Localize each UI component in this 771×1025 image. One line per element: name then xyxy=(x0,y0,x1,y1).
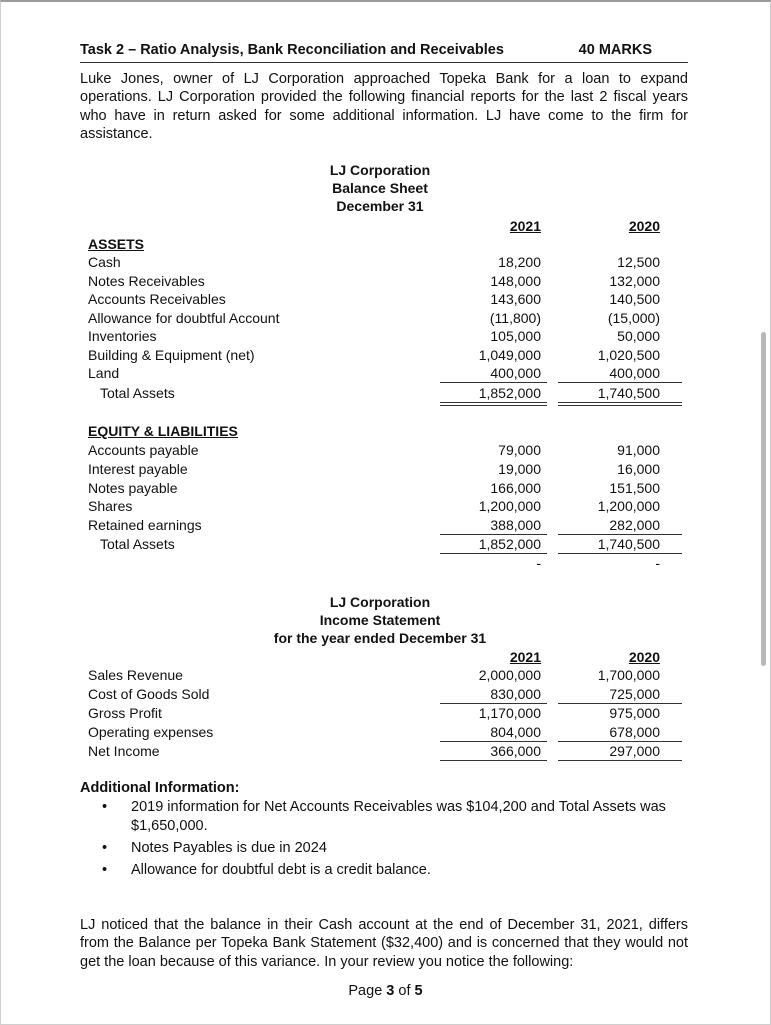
page-mid: of xyxy=(394,983,415,999)
is-2020: 725,000 xyxy=(609,686,660,702)
asset-label: Accounts Receivables xyxy=(88,291,226,307)
bs-company: LJ Corporation xyxy=(329,162,431,178)
equity-2021: 19,000 xyxy=(498,461,541,477)
is-2021: 804,000 xyxy=(490,724,541,740)
check-2020: - xyxy=(655,555,660,571)
asset-2020: 400,000 xyxy=(609,365,660,381)
asset-label: Notes Receivables xyxy=(88,272,205,289)
task-title: Task 2 – Ratio Analysis, Bank Reconciliation and Receivables xyxy=(80,42,504,58)
asset-2020: 140,500 xyxy=(609,291,660,307)
asset-label: Land xyxy=(88,365,120,381)
additional-list xyxy=(100,798,690,883)
check-2021: - xyxy=(536,555,541,571)
is-period: for the year ended December 31 xyxy=(273,630,487,646)
is-label: Cost of Goods Sold xyxy=(88,686,210,702)
equity-label: Notes payable xyxy=(88,480,178,496)
equity-label: Retained earnings xyxy=(88,517,202,533)
asset-2021: 1,049,000 xyxy=(478,346,541,363)
is-2020: 678,000 xyxy=(609,724,660,740)
equity-2021: 388,000 xyxy=(490,517,541,533)
is-label: Gross Profit xyxy=(88,705,162,721)
asset-2021: 105,000 xyxy=(490,328,541,344)
is-2021: 2,000,000 xyxy=(478,667,541,683)
vertical-scrollbar[interactable] xyxy=(761,332,766,666)
equity-total-label: Total Assets xyxy=(100,536,175,552)
total-rule xyxy=(440,553,547,554)
subtotal-rule xyxy=(558,382,682,383)
is-2020: 975,000 xyxy=(609,705,660,721)
is-2021: 1,170,000 xyxy=(478,705,541,721)
page-prefix: Page xyxy=(348,983,387,999)
equity-2020: 91,000 xyxy=(617,442,660,458)
page-total: 5 xyxy=(414,983,423,999)
subtotal-rule xyxy=(440,534,547,535)
is-label: Net Income xyxy=(88,743,160,759)
equity-2021: 166,000 xyxy=(490,480,541,496)
bs-title: Balance Sheet xyxy=(332,180,428,196)
is-2020: 297,000 xyxy=(609,743,660,759)
equity-label: Accounts payable xyxy=(88,442,199,458)
page-number xyxy=(0,983,771,999)
asset-2020: 50,000 xyxy=(617,328,660,344)
asset-2021: 148,000 xyxy=(490,272,541,289)
subtotal-rule xyxy=(558,534,682,535)
assets-total-label: Total Assets xyxy=(100,385,175,401)
bs-year-2021: 2021 xyxy=(509,218,541,234)
equity-2020: 282,000 xyxy=(609,517,660,533)
asset-label: Cash xyxy=(88,254,121,270)
bs-year-2020: 2020 xyxy=(628,218,660,234)
list-item: • Allowance for doubtful debt is a credit balance. xyxy=(100,861,690,880)
is-company: LJ Corporation xyxy=(329,594,431,610)
asset-2020: 12,500 xyxy=(617,254,660,270)
total-rule xyxy=(440,760,547,761)
subtotal-rule xyxy=(440,382,547,383)
equity-label: Interest payable xyxy=(88,461,188,477)
asset-2021: 143,600 xyxy=(490,291,541,307)
task-marks: 40 MARKS xyxy=(578,42,652,58)
subtotal-rule xyxy=(558,741,682,742)
list-item: • Notes Payables is due in 2024 xyxy=(100,839,690,858)
is-2021: 366,000 xyxy=(490,743,541,759)
equity-2020: 16,000 xyxy=(617,461,660,477)
task-intro: Luke Jones, owner of LJ Corporation approached Topeka Bank for a loan to expand operations. LJ Corporation provided the following financial reports for the last 2 fiscal years who have in return asked for some additional information. LJ have come to the firm for assistance. xyxy=(80,71,688,142)
total-rule xyxy=(558,553,682,554)
asset-2020: (15,000) xyxy=(607,309,660,326)
is-label: Operating expenses xyxy=(88,724,214,740)
asset-2020: 132,000 xyxy=(609,272,660,289)
equity-total-2021: 1,852,000 xyxy=(478,536,541,552)
equity-2020: 1,200,000 xyxy=(597,498,660,514)
is-2021: 830,000 xyxy=(490,686,541,702)
equity-2020: 151,500 xyxy=(609,480,660,496)
subtotal-rule xyxy=(440,703,547,704)
total-double-rule xyxy=(558,402,682,406)
asset-2021: 400,000 xyxy=(490,365,541,381)
assets-total-2021: 1,852,000 xyxy=(478,385,541,401)
total-rule xyxy=(558,760,682,761)
asset-2021: (11,800) xyxy=(489,309,541,326)
assets-total-2020: 1,740,500 xyxy=(597,385,660,401)
page-current: 3 xyxy=(386,983,395,999)
asset-label: Building & Equipment (net) xyxy=(88,346,255,363)
additional-title: Additional Information: xyxy=(80,780,240,796)
subtotal-rule xyxy=(558,703,682,704)
bs-date: December 31 xyxy=(336,198,424,214)
asset-2021: 18,200 xyxy=(498,254,541,270)
is-year-2020: 2020 xyxy=(628,649,660,665)
list-item: • 2019 information for Net Accounts Receivables was $104,200 and Total Assets was $1,650,000. xyxy=(100,798,690,836)
asset-label: Inventories xyxy=(88,328,157,344)
asset-2020: 1,020,500 xyxy=(597,346,660,363)
asset-label: Allowance for doubtful Account xyxy=(88,309,280,326)
is-2020: 1,700,000 xyxy=(597,667,660,683)
is-label: Sales Revenue xyxy=(88,667,183,683)
is-year-2021: 2021 xyxy=(509,649,541,665)
equity-heading: EQUITY & LIABILITIES xyxy=(88,423,238,439)
assets-heading: ASSETS xyxy=(88,236,145,252)
equity-2021: 79,000 xyxy=(498,442,541,458)
equity-2021: 1,200,000 xyxy=(478,498,541,514)
is-title: Income Statement xyxy=(319,612,441,628)
equity-total-2020: 1,740,500 xyxy=(597,536,660,552)
task-heading xyxy=(80,42,688,63)
closing-paragraph: LJ noticed that the balance in their Cash account at the end of December 31, 2021, differs from the Balance per Topeka Bank Statement ($32,400) and is concerned that they would not get the loan because of this variance. In your review you notice the following: xyxy=(80,917,688,970)
subtotal-rule xyxy=(440,741,547,742)
total-double-rule xyxy=(440,402,547,406)
equity-label: Shares xyxy=(88,498,133,514)
